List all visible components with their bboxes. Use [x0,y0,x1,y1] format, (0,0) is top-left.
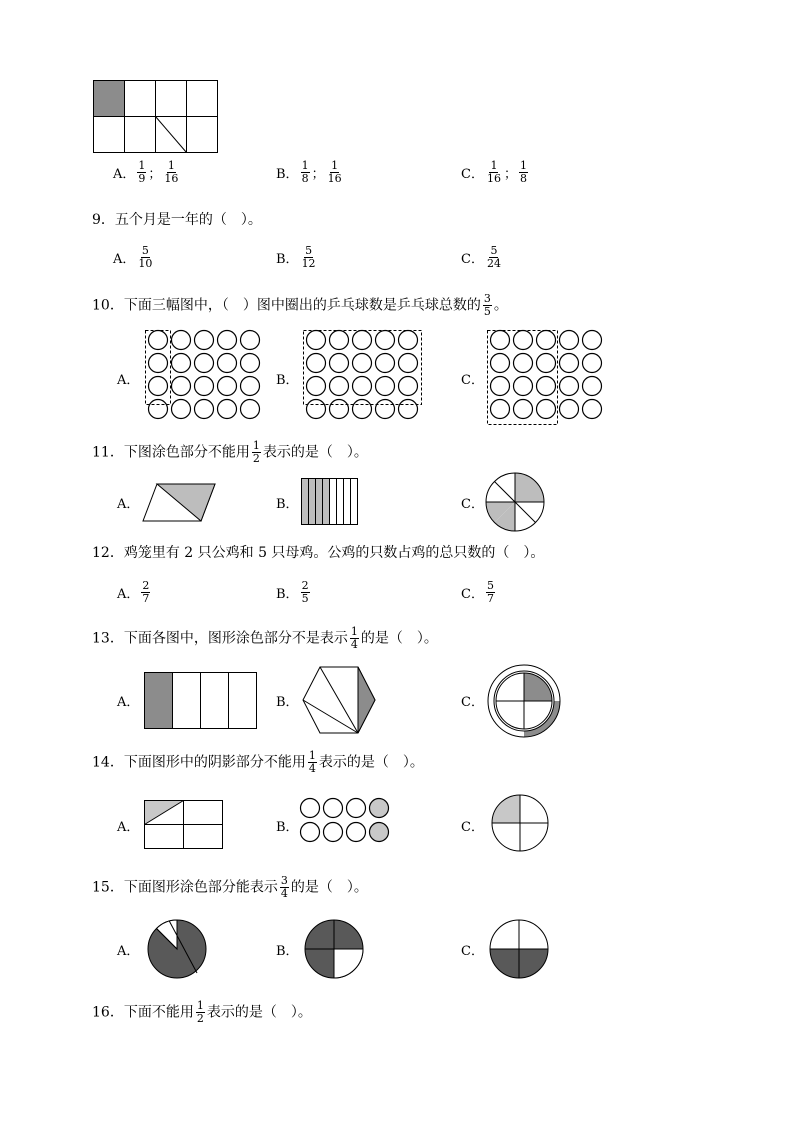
q15-figure-c-circle [489,919,549,979]
fraction: $\frac{1}{16}$ [164,159,179,185]
ping-pong-ball [560,400,579,419]
q8-option-c[interactable] [461,160,530,185]
ping-pong-ball [218,331,237,350]
ping-pong-ball [399,400,418,419]
ping-pong-ball [241,400,260,419]
fraction: $\frac{5}{12}$ [301,244,316,270]
ping-pong-ball [583,331,602,350]
circle-item [347,823,366,842]
circle-item [301,823,320,842]
q12-stem: 12．鸡笼里有 2 只公鸡和 5 只母鸡。公鸡的只数占鸡的总只数的（ ）。 [92,545,545,561]
ping-pong-ball [537,331,556,350]
fraction: $\frac{5}{24}$ [486,244,501,270]
circle-item [324,823,343,842]
q13-option-a-label[interactable]: A． [117,695,140,710]
ping-pong-ball [330,354,349,373]
ping-pong-ball [376,331,395,350]
q11-stem: 11．下图涂色部分不能用 $\frac{1}{2}$ 表示的是（ ）。 [92,439,368,465]
ping-pong-ball [195,354,214,373]
q16-stem: 16．下面不能用 $\frac{1}{2}$ 表示的是（ ）。 [92,999,312,1025]
ping-pong-ball [583,400,602,419]
fraction: $\frac{1}{2}$ [252,439,260,465]
ping-pong-ball [149,400,168,419]
q13-figure-c-ring [486,663,562,739]
ping-pong-ball [241,354,260,373]
q14-option-a-label[interactable]: A． [117,820,140,835]
q14-figure-c-circle [491,794,549,852]
ping-pong-ball [353,400,372,419]
ping-pong-ball [241,377,260,396]
ping-pong-ball [195,377,214,396]
circle-item [324,799,343,818]
q13-figure-b-hexagon [302,666,376,734]
circle-item [301,799,320,818]
q12-option-c[interactable] [461,580,497,605]
q11-figure-c-circle [485,472,545,532]
q13-option-c-label[interactable]: C． [461,695,484,710]
ping-pong-ball [330,331,349,350]
ping-pong-ball [514,400,533,419]
ping-pong-ball [583,377,602,396]
option-letter: B． [276,252,299,267]
q8-grid-figure [93,80,219,155]
q11-figure-b-strips [301,478,359,526]
ping-pong-ball [514,354,533,373]
ping-pong-ball [537,377,556,396]
option-letter: A． [113,167,136,182]
q14-figure-a-rectangle [144,800,224,850]
ping-pong-ball [376,354,395,373]
separator: ； [148,167,162,182]
ping-pong-ball [560,354,579,373]
q14-stem: 14．下面图形中的阴影部分不能用 $\frac{1}{4}$ 表示的是（ ）。 [92,749,424,775]
ping-pong-ball [353,377,372,396]
option-letter: A． [113,252,136,267]
ping-pong-ball [376,400,395,419]
q8-option-b[interactable] [276,160,345,185]
ping-pong-ball [307,377,326,396]
q10-option-b-label[interactable]: B． [276,373,299,388]
q15-option-a-label[interactable]: A． [117,944,140,959]
q10-figure-c [487,330,612,430]
fraction: $\frac{2}{5}$ [301,579,309,605]
ping-pong-ball [172,400,191,419]
q15-figure-b-circle [304,919,364,979]
option-letter: B． [276,587,299,602]
q10-option-c-label[interactable]: C． [461,373,484,388]
q9-option-c[interactable] [461,245,504,270]
fraction: $\frac{1}{8}$ [519,159,527,185]
q10-stem: 10．下面三幅图中，（ ）图中圈出的乒乓球数是乒乓球总数的 $\frac{3}{5}$ 。 [92,292,508,318]
ping-pong-ball [172,354,191,373]
ping-pong-ball [560,331,579,350]
q12-option-b[interactable] [276,580,312,605]
ping-pong-ball [560,377,579,396]
ping-pong-ball [491,377,510,396]
q8-option-a[interactable] [113,160,181,185]
fraction: $\frac{3}{4}$ [280,874,288,900]
q11-option-b-label[interactable]: B． [276,497,299,512]
q14-option-b-label[interactable]: B． [276,820,299,835]
ping-pong-ball [172,331,191,350]
ping-pong-ball [330,377,349,396]
ping-pong-ball [537,354,556,373]
ping-pong-ball [307,331,326,350]
ping-pong-ball [491,354,510,373]
option-letter: C． [461,587,484,602]
q10-option-a-label[interactable]: A． [117,373,140,388]
ping-pong-ball [307,400,326,419]
fraction: $\frac{1}{9}$ [138,159,146,185]
option-letter: C． [461,252,484,267]
ping-pong-ball [376,377,395,396]
ping-pong-ball [307,354,326,373]
q13-stem: 13．下面各图中，图形涂色部分不是表示 $\frac{1}{4}$ 的是（ ）。 [92,625,438,651]
ping-pong-ball [399,377,418,396]
ping-pong-ball [353,354,372,373]
fraction: $\frac{3}{5}$ [483,292,491,318]
q15-stem: 15．下面图形涂色部分能表示 $\frac{3}{4}$ 的是（ ）。 [92,874,368,900]
q15-figure-a-circle [147,919,207,979]
circle-item [347,799,366,818]
ping-pong-ball [491,400,510,419]
q12-option-a[interactable] [117,580,152,605]
ping-pong-ball [218,377,237,396]
ping-pong-ball [353,331,372,350]
ping-pong-ball [399,354,418,373]
fraction: $\frac{2}{7}$ [142,579,150,605]
ping-pong-ball [195,331,214,350]
q14-option-c-label[interactable]: C． [461,820,484,835]
ping-pong-ball [491,331,510,350]
ping-pong-ball [514,377,533,396]
fraction: $\frac{5}{10}$ [138,244,153,270]
option-letter: C． [461,167,484,182]
q11-option-a-label[interactable]: A． [117,497,140,512]
ping-pong-ball [149,354,168,373]
fraction: $\frac{1}{8}$ [301,159,309,185]
q15-option-c-label[interactable]: C． [461,944,484,959]
ping-pong-ball [149,377,168,396]
circle-item [370,823,389,842]
ping-pong-ball [218,354,237,373]
ping-pong-ball [514,331,533,350]
ping-pong-ball [149,331,168,350]
fraction: $\frac{1}{16}$ [486,159,501,185]
q11-option-c-label[interactable]: C． [461,497,484,512]
q10-figure-a [145,330,270,430]
ping-pong-ball [583,354,602,373]
separator: ； [311,167,325,182]
ping-pong-ball [330,400,349,419]
q13-figure-a-rectangle [144,672,258,730]
fraction: $\frac{1}{4}$ [308,749,316,775]
ping-pong-ball [241,331,260,350]
separator: ； [503,167,517,182]
q14-figure-b-circles [300,797,392,845]
ping-pong-ball [195,400,214,419]
option-letter: A． [117,587,140,602]
fraction: $\frac{1}{4}$ [350,625,358,651]
q9-option-a[interactable] [113,245,155,270]
fraction: $\frac{1}{2}$ [196,999,204,1025]
circle-item [370,799,389,818]
ping-pong-ball [218,400,237,419]
q10-figure-b [303,330,428,430]
fraction: $\frac{1}{16}$ [327,159,342,185]
q13-option-b-label[interactable]: B． [276,695,299,710]
fraction: $\frac{5}{7}$ [486,579,494,605]
ping-pong-ball [399,331,418,350]
q9-option-b[interactable] [276,245,319,270]
ping-pong-ball [537,400,556,419]
ping-pong-ball [172,377,191,396]
q9-stem: 9．五个月是一年的（ ）。 [92,212,262,228]
q15-option-b-label[interactable]: B． [276,944,299,959]
q11-figure-a-parallelogram [142,483,217,523]
option-letter: B． [276,167,299,182]
